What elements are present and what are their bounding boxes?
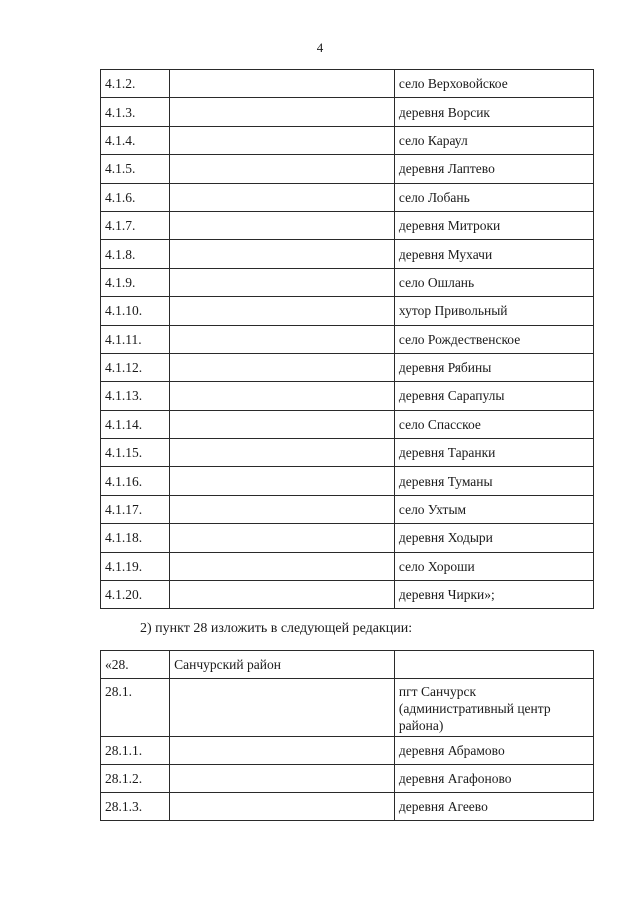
district-cell (170, 98, 395, 126)
settlement-name: деревня Сарапулы (394, 382, 593, 410)
table-row (101, 524, 594, 552)
settlement-name: деревня Абрамово (394, 737, 593, 765)
item-number: 28.1. (101, 679, 170, 737)
item-number: 4.1.11. (101, 325, 170, 353)
settlement-name: село Рождественское (394, 325, 593, 353)
district-cell (170, 439, 395, 467)
table-row (101, 155, 594, 183)
district-cell (170, 581, 395, 609)
item-number: 4.1.15. (101, 439, 170, 467)
district-cell (170, 410, 395, 438)
table-row (101, 765, 594, 793)
table-row (101, 679, 594, 737)
table-row (101, 495, 594, 523)
table-row (101, 126, 594, 154)
settlements-table-district-4 (100, 69, 594, 609)
district-cell (170, 679, 395, 737)
settlement-name: деревня Митроки (394, 211, 593, 239)
item-number: «28. (101, 651, 170, 679)
table-row (101, 353, 594, 381)
settlement-name: село Хороши (394, 552, 593, 580)
item-number: 4.1.7. (101, 211, 170, 239)
item-number: 4.1.14. (101, 410, 170, 438)
table-row (101, 240, 594, 268)
district-cell (170, 268, 395, 296)
table-row (101, 467, 594, 495)
settlement-name: село Лобань (394, 183, 593, 211)
district-cell (170, 297, 395, 325)
item-number: 28.1.3. (101, 793, 170, 821)
table-row (101, 297, 594, 325)
district-cell (170, 183, 395, 211)
table-row (101, 581, 594, 609)
table-row (101, 183, 594, 211)
item-number: 4.1.20. (101, 581, 170, 609)
district-cell (170, 240, 395, 268)
district-cell (170, 495, 395, 523)
item-number: 4.1.12. (101, 353, 170, 381)
settlement-name: деревня Мухачи (394, 240, 593, 268)
district-cell (170, 793, 395, 821)
settlement-name (394, 651, 593, 679)
district-cell (170, 155, 395, 183)
table-row (101, 737, 594, 765)
item-number: 4.1.4. (101, 126, 170, 154)
amendment-paragraph: 2) пункт 28 изложить в следующей редакции: (140, 621, 413, 636)
settlement-name: село Караул (394, 126, 593, 154)
item-number: 28.1.1. (101, 737, 170, 765)
table-row (101, 410, 594, 438)
table-row (101, 439, 594, 467)
table-row (101, 552, 594, 580)
district-cell (170, 70, 395, 98)
item-number: 4.1.16. (101, 467, 170, 495)
settlement-name: село Спасское (394, 410, 593, 438)
settlement-name: деревня Рябины (394, 353, 593, 381)
district-name: Санчурский район (170, 651, 395, 679)
item-number: 4.1.10. (101, 297, 170, 325)
district-cell (170, 325, 395, 353)
settlement-name: деревня Ходыри (394, 524, 593, 552)
district-cell (170, 382, 395, 410)
district-cell (170, 467, 395, 495)
settlement-name: деревня Чирки»; (394, 581, 593, 609)
item-number: 4.1.5. (101, 155, 170, 183)
district-cell (170, 524, 395, 552)
table-row (101, 382, 594, 410)
district-cell (170, 737, 395, 765)
district-cell (170, 765, 395, 793)
settlement-name: хутор Привольный (394, 297, 593, 325)
table-row (101, 98, 594, 126)
settlement-name: село Верховойское (394, 70, 593, 98)
district-cell (170, 353, 395, 381)
settlement-name: село Ухтым (394, 495, 593, 523)
item-number: 28.1.2. (101, 765, 170, 793)
item-number: 4.1.3. (101, 98, 170, 126)
item-number: 4.1.19. (101, 552, 170, 580)
item-number: 4.1.17. (101, 495, 170, 523)
item-number: 4.1.6. (101, 183, 170, 211)
item-number: 4.1.18. (101, 524, 170, 552)
settlements-table-district-28 (100, 650, 594, 821)
settlement-name: деревня Таранки (394, 439, 593, 467)
settlement-name: пгт Санчурск (административный центр района) (394, 679, 593, 737)
district-cell (170, 126, 395, 154)
table-row (101, 268, 594, 296)
settlement-name: деревня Туманы (394, 467, 593, 495)
table-row (101, 651, 594, 679)
settlement-name: деревня Агеево (394, 793, 593, 821)
settlement-name: село Ошлань (394, 268, 593, 296)
item-number: 4.1.2. (101, 70, 170, 98)
table-row (101, 211, 594, 239)
settlement-name: деревня Лаптево (394, 155, 593, 183)
item-number: 4.1.8. (101, 240, 170, 268)
table-row (101, 70, 594, 98)
settlement-name: деревня Ворсик (394, 98, 593, 126)
item-number: 4.1.9. (101, 268, 170, 296)
district-cell (170, 552, 395, 580)
district-cell (170, 211, 395, 239)
page-number: 4 (316, 40, 324, 55)
table-row (101, 325, 594, 353)
table-row (101, 793, 594, 821)
item-number: 4.1.13. (101, 382, 170, 410)
settlement-name: деревня Агафоново (394, 765, 593, 793)
